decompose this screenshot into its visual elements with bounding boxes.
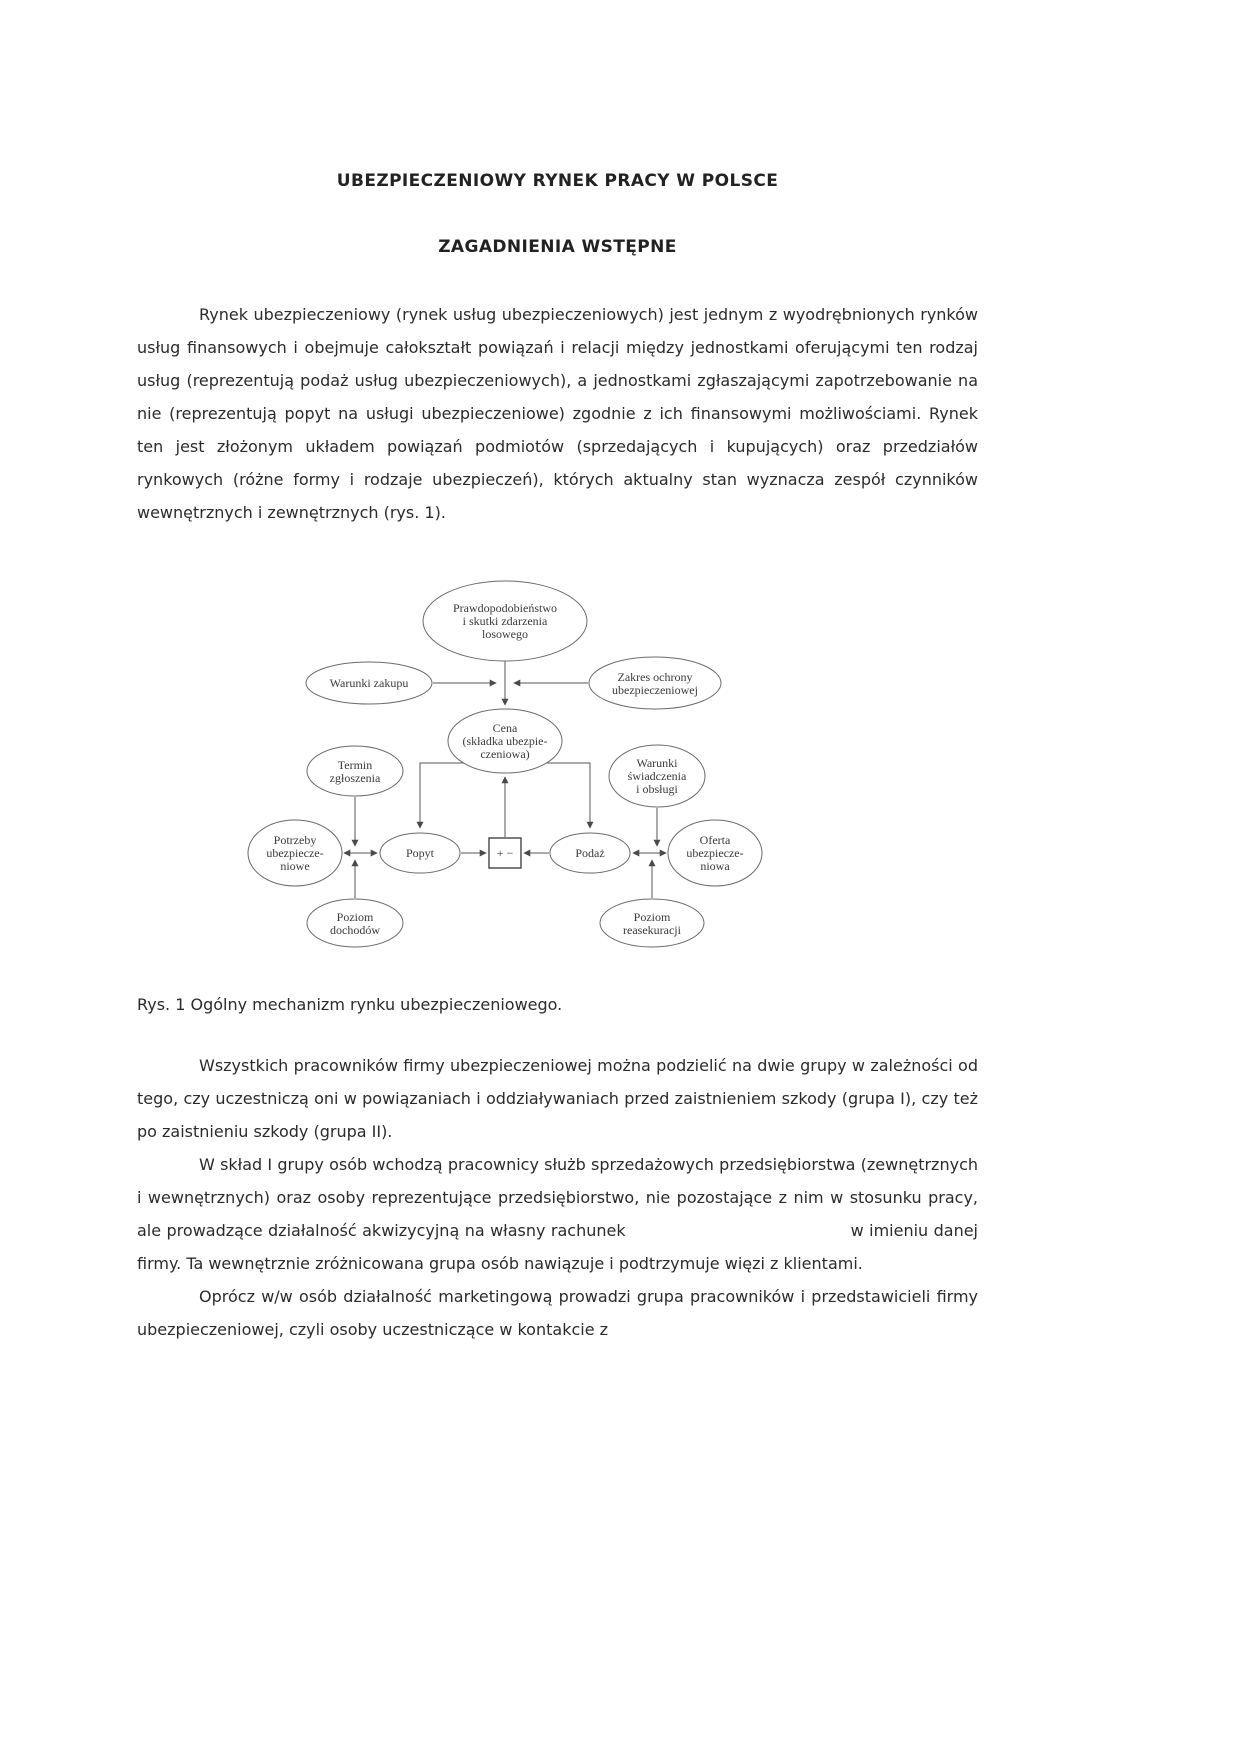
svg-text:Poziom: Poziom (336, 910, 374, 924)
svg-text:Podaż: Podaż (575, 846, 605, 860)
node-warunki-swiadczenia (609, 745, 705, 807)
paragraph-group-one (137, 1148, 978, 1280)
node-podaz (550, 833, 630, 873)
svg-text:Warunki zakupu: Warunki zakupu (329, 676, 409, 690)
node-warunki-zakupu (306, 662, 432, 704)
paragraph-group-one-part-b: w imieniu danej firmy. Ta wewnętrznie zróżnicowana grupa osób nawiązuje i podtrzymuje więzi z klientami. (137, 1221, 979, 1273)
figure-caption: Rys. 1 Ogólny mechanizm rynku ubezpieczeniowego. (137, 995, 563, 1014)
svg-text:Termin: Termin (337, 758, 373, 772)
svg-text:Zakres ochrony: Zakres ochrony (617, 670, 693, 684)
node-poziom-dochodow (307, 899, 403, 947)
paragraph-groups: Wszystkich pracowników firmy ubezpieczeniowej można podzielić na dwie grupy w zależności od tego, czy uczestniczą oni w powiązaniach i oddziaływaniach przed zaistnieniem szkody (grupa I), czy też po zaistnieniu szkody (grupa II). (137, 1056, 978, 1141)
node-potrzeby-ubezpieczeniowe (248, 820, 342, 886)
svg-text:(składka ubezpie-: (składka ubezpie- (462, 734, 548, 748)
svg-text:ubezpiecze-: ubezpiecze- (266, 846, 324, 860)
node-oferta-ubezpieczeniowa (668, 820, 762, 886)
market-mechanism-diagram (237, 571, 793, 966)
svg-text:reasekuracji: reasekuracji (623, 923, 681, 937)
document-title: UBEZPIECZENIOWY RYNEK PRACY W POLSCE (336, 171, 779, 191)
svg-text:Potrzeby: Potrzeby (273, 833, 317, 847)
node-termin-zgloszenia (307, 746, 403, 796)
node-cena (448, 709, 562, 773)
svg-text:czeniowa): czeniowa) (480, 747, 530, 761)
svg-text:+ −: + − (496, 846, 514, 860)
svg-text:niowa: niowa (700, 859, 730, 873)
svg-text:ubezpiecze-: ubezpiecze- (686, 846, 744, 860)
svg-text:ubezpieczeniowej: ubezpieczeniowej (612, 683, 698, 697)
paragraph-group-one-part-a: W skład I grupy osób wchodzą pracownicy służb sprzedażowych przedsiębiorstwa (zewnętrznych i wewnętrznych) oraz osoby reprezentujące przedsiębiorstwo, nie pozostające z nim w stosunku pracy, ale prowadzące działalność akwizycyjną na własny rachunek (137, 1155, 978, 1240)
svg-text:Poziom: Poziom (633, 910, 671, 924)
svg-text:Oferta: Oferta (699, 833, 731, 847)
node-poziom-reasekuracji (600, 899, 704, 947)
svg-text:niowe: niowe (280, 859, 310, 873)
svg-text:Cena: Cena (492, 721, 518, 735)
svg-text:świadczenia: świadczenia (627, 769, 687, 783)
svg-text:Popyt: Popyt (405, 846, 435, 860)
document-subtitle: ZAGADNIENIA WSTĘPNE (438, 237, 677, 257)
svg-text:Prawdopodobieństwo: Prawdopodobieństwo (453, 601, 557, 615)
svg-text:zgłoszenia: zgłoszenia (329, 771, 381, 785)
svg-text:Warunki: Warunki (636, 756, 678, 770)
node-plus-minus-box (489, 838, 521, 868)
figure-market-mechanism (237, 571, 793, 966)
node-zakres-ochrony (589, 657, 721, 709)
paragraph-marketing: Oprócz w/w osób działalność marketingową prowadzi grupa pracowników i przedstawicieli firmy ubezpieczeniowej, czyli osoby uczestniczące w kontakcie z (137, 1287, 978, 1339)
svg-text:i skutki zdarzenia: i skutki zdarzenia (462, 614, 548, 628)
svg-text:i obsługi: i obsługi (636, 782, 678, 796)
paragraph-intro: Rynek ubezpieczeniowy (rynek usług ubezpieczeniowych) jest jednym z wyodrębnionych rynków usług finansowych i obejmuje całokształt powiązań i relacji między jednostkami oferującymi ten rodzaj usług (reprezentują podaż usług ubezpieczeniowych), a jednostkami zgłaszającymi zapotrzebowanie na nie (reprezentują popyt na usługi ubezpieczeniowe) zgodnie z ich finansowymi możliwościami. Rynek ten jest złożonym układem powiązań podmiotów (sprzedających i kupujących) oraz przedziałów rynkowych (różne formy i rodzaje ubezpieczeń), których aktualny stan wyznacza zespół czynników wewnętrznych i zewnętrznych (rys. 1). (137, 305, 978, 522)
document-content (137, 0, 978, 1346)
svg-text:losowego: losowego (482, 627, 528, 641)
node-zdarzenie-losowe (423, 581, 587, 661)
node-popyt (380, 833, 460, 873)
svg-text:dochodów: dochodów (330, 923, 380, 937)
